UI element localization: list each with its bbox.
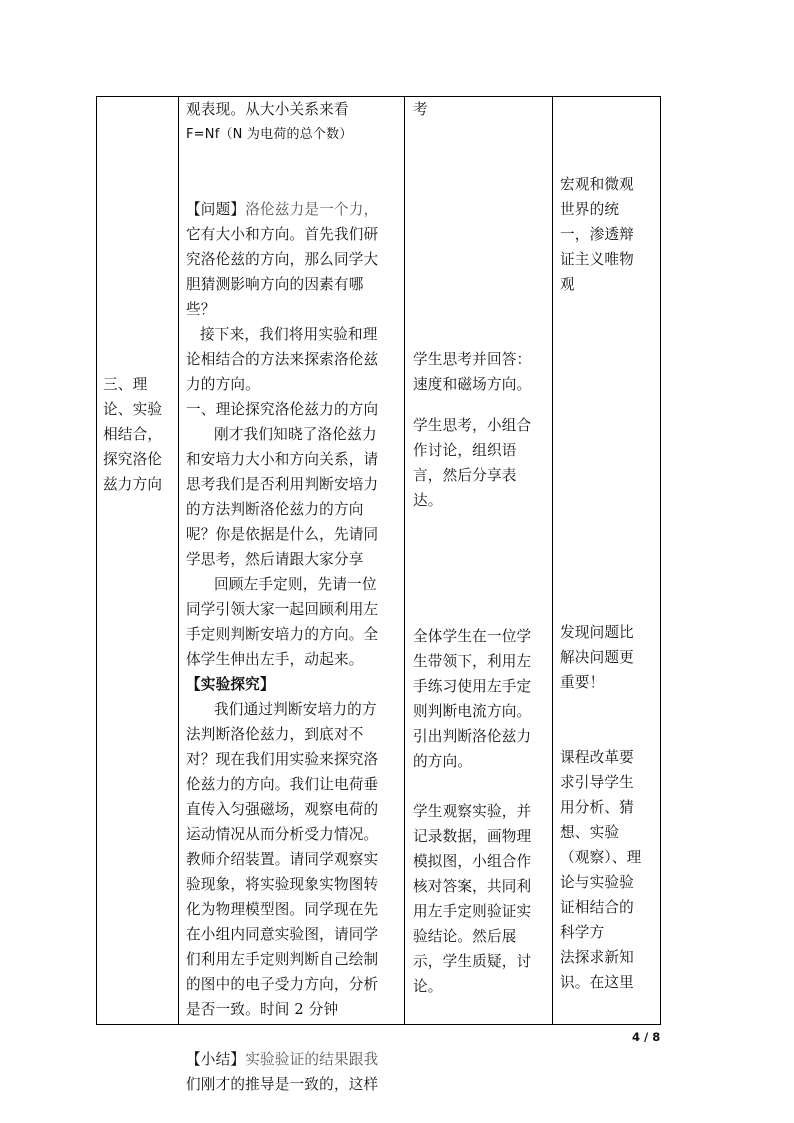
text-line: 学生思考并回答： bbox=[413, 351, 532, 368]
table-divider-1 bbox=[178, 96, 179, 1025]
stage-cell bbox=[103, 372, 169, 497]
text-line: 求引导学生 bbox=[560, 774, 634, 791]
text-line: 同学引领大家一起回顾利用左 bbox=[186, 601, 379, 618]
text-line: 究洛伦兹的方向，那么同学大 bbox=[186, 251, 379, 268]
text-line: 用分析、猜 bbox=[560, 799, 634, 816]
question-text: 洛伦兹力是一个力， bbox=[245, 201, 379, 218]
text-line: 它有大小和方向。首先我们研 bbox=[186, 226, 379, 243]
formula-line: F=Nf（N 为电荷的总个数） bbox=[186, 127, 353, 142]
text-line: 学生思考，小组合 bbox=[413, 417, 532, 434]
text-line: 接下来，我们将用实验和理 bbox=[200, 326, 378, 343]
table-divider-2 bbox=[404, 96, 405, 1025]
page-number: 4 / 8 bbox=[632, 1030, 661, 1044]
text-line: 对？现在我们用实验来探究洛 bbox=[186, 751, 379, 768]
text-line: 教师介绍装置。请同学观察实 bbox=[186, 851, 379, 868]
design-intent-cell bbox=[560, 172, 655, 995]
text-line: 模拟图，小组合作 bbox=[413, 853, 532, 870]
text-line: 手定则判断安培力的方向。全 bbox=[186, 626, 379, 643]
text-line: 学生观察实验，并 bbox=[413, 803, 532, 820]
text-line: 验结论。然后展 bbox=[413, 928, 517, 945]
text-line: 观表现。从大小关系来看 bbox=[186, 101, 349, 118]
text-line: 观 bbox=[560, 276, 575, 293]
text-line: 示，学生质疑，讨 bbox=[413, 953, 532, 970]
text-line: 速度和磁场方向。 bbox=[413, 376, 532, 393]
stage-line: 论、实验 bbox=[103, 401, 163, 418]
experiment-title: 【实验探究】 bbox=[186, 676, 275, 693]
summary-line bbox=[186, 1047, 401, 1072]
text-line: 发现问题比 bbox=[560, 624, 634, 641]
text-line: 引出判断洛伦兹力 bbox=[413, 728, 532, 745]
text-line: 验现象，将实验现象实物图转 bbox=[186, 876, 379, 893]
text-line: 力的方向。 bbox=[186, 376, 260, 393]
text-line: 我们通过判断安培力的方 bbox=[214, 701, 377, 718]
text-line: 法判断洛伦兹力，到底对不 bbox=[186, 726, 364, 743]
text-line: 宏观和微观 bbox=[560, 176, 634, 193]
text-line: 全体学生在一位学 bbox=[413, 628, 532, 645]
text-line: 论相结合的方法来探索洛伦兹 bbox=[186, 351, 379, 368]
text-line: 的方法判断洛伦兹力的方向 bbox=[186, 501, 364, 518]
text-line: 科学方 bbox=[560, 924, 605, 941]
text-line: 达。 bbox=[413, 492, 443, 509]
text-line: 则判断电流方向。 bbox=[413, 703, 532, 720]
text-line: 世界的统 bbox=[560, 201, 620, 218]
text-line: 想、实验 bbox=[560, 824, 620, 841]
text-line: （观察）、理 bbox=[560, 849, 642, 866]
stage-line: 探究洛伦 bbox=[103, 451, 163, 468]
text-line: 的图中的电子受力方向，分析 bbox=[186, 976, 379, 993]
teacher-activity-cell bbox=[186, 97, 401, 1097]
text-line: 化为物理模型图。同学现在先 bbox=[186, 901, 379, 918]
text-line: 论。 bbox=[413, 978, 443, 995]
text-line: 运动情况从而分析受力情况。 bbox=[186, 826, 379, 843]
text-line: 考 bbox=[413, 101, 428, 118]
text-line: 手练习使用左手定 bbox=[413, 678, 532, 695]
text-line: 体学生伸出左手，动起来。 bbox=[186, 651, 364, 668]
summary-tag: 【小结】 bbox=[186, 1051, 246, 1068]
text-line: 回顾左手定则，先请一位 bbox=[214, 576, 377, 593]
text-line: 论与实验验 bbox=[560, 874, 634, 891]
text-line: 呢？你是依据是什么，先请同 bbox=[186, 526, 379, 543]
text-line: 核对答案，共同利 bbox=[413, 878, 532, 895]
text-line: 刚才我们知晓了洛伦兹力 bbox=[214, 426, 377, 443]
text-line: 用左手定则验证实 bbox=[413, 903, 532, 920]
stage-line: 相结合， bbox=[103, 426, 163, 443]
text-line: 作讨论，组织语 bbox=[413, 442, 517, 459]
text-line: 的方向。 bbox=[413, 753, 473, 770]
section-title: 一、理论探究洛伦兹力的方向 bbox=[186, 401, 379, 418]
text-line: 一，渗透辩 bbox=[560, 226, 634, 243]
stage-line: 兹力方向 bbox=[103, 476, 163, 493]
stage-line: 三、理 bbox=[103, 376, 148, 393]
table-divider-3 bbox=[552, 96, 553, 1025]
text-line: 生带领下，利用左 bbox=[413, 653, 532, 670]
question-tag: 【问题】 bbox=[186, 201, 246, 218]
text-line: 思考我们是否利用判断安培力 bbox=[186, 476, 379, 493]
text-line: 和安培力大小和方向关系，请 bbox=[186, 451, 379, 468]
table-border-left bbox=[96, 96, 97, 1025]
summary-text: 实验验证的结果跟我 bbox=[245, 1051, 379, 1068]
text-line: 证主义唯物 bbox=[560, 251, 634, 268]
text-line: 课程改革要 bbox=[560, 749, 634, 766]
text-line: 在小组内同意实验图，请同学 bbox=[186, 926, 379, 943]
text-line: 是否一致。时间 2 分钟 bbox=[186, 1001, 339, 1018]
text-line: 解决问题更 bbox=[560, 649, 634, 666]
text-line: 胆猜测影响方向的因素有哪 bbox=[186, 276, 364, 293]
text-line: 证相结合的 bbox=[560, 899, 634, 916]
text-line: 记录数据，画物理 bbox=[413, 828, 532, 845]
text-line: 言，然后分享表 bbox=[413, 467, 517, 484]
text-line: 们刚才的推导是一致的，这样 bbox=[186, 1076, 379, 1093]
text-line: 些？ bbox=[186, 301, 216, 318]
table-border-right bbox=[660, 96, 661, 1025]
text-line: 识。在这里 bbox=[560, 974, 634, 991]
text-line: 重要！ bbox=[560, 674, 605, 691]
text-line: 伦兹力的方向。我们让电荷垂 bbox=[186, 776, 379, 793]
text-line: 学思考，然后请跟大家分享 bbox=[186, 551, 364, 568]
text-line: 直传入匀强磁场，观察电荷的 bbox=[186, 801, 379, 818]
student-activity-cell bbox=[413, 97, 547, 999]
text-line: 法探求新知 bbox=[560, 949, 634, 966]
question-line bbox=[186, 197, 401, 222]
text-line: 们利用左手定则判断自己绘制 bbox=[186, 951, 379, 968]
